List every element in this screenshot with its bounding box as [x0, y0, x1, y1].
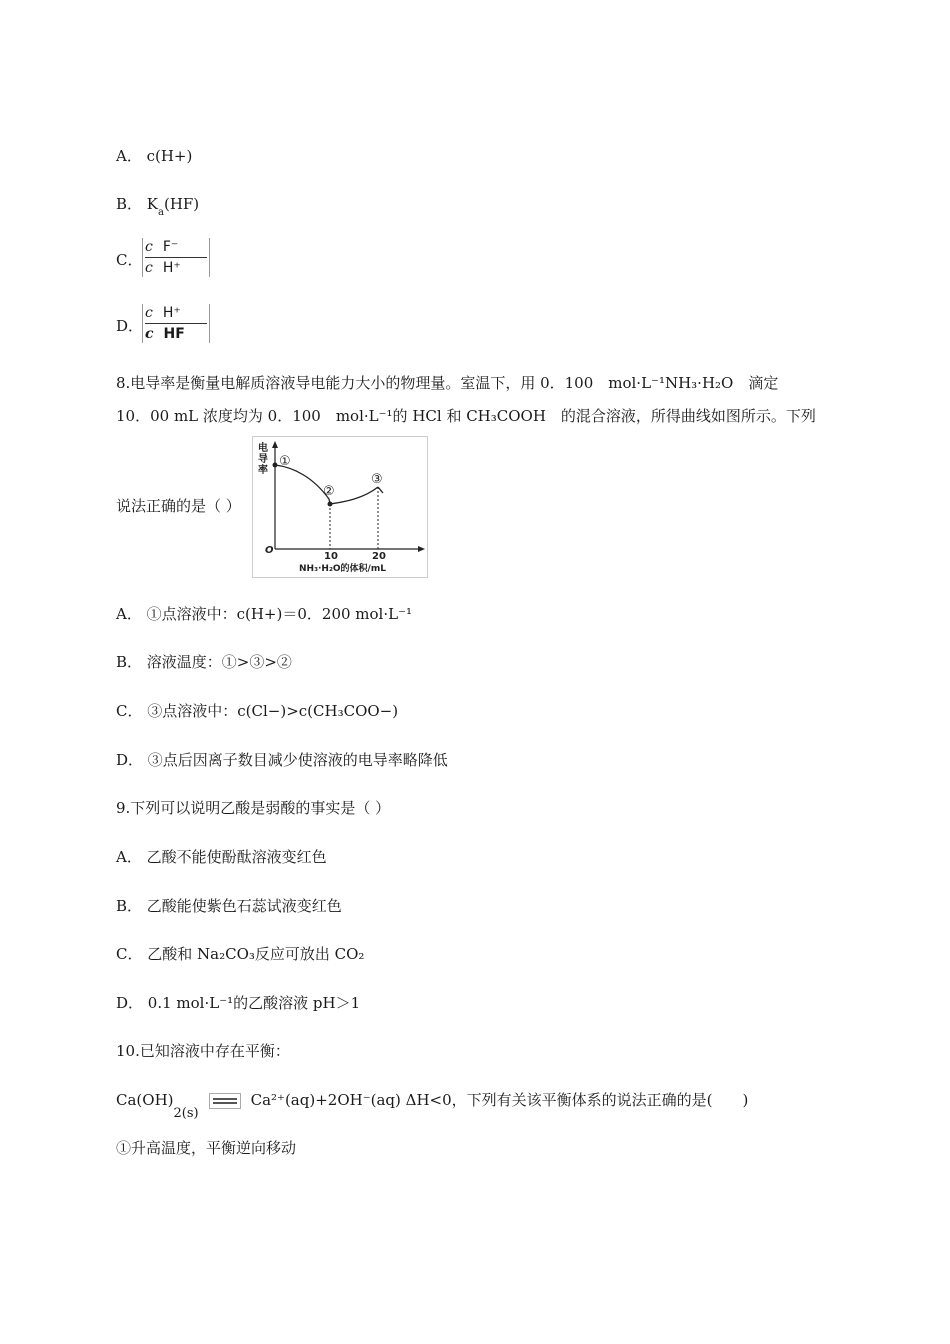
- x-axis-label: NH₃·H₂O的体积/mL: [299, 564, 386, 574]
- q7-option-d-label: D．: [116, 317, 144, 335]
- fraction-denominator: c HF: [145, 326, 185, 342]
- eq-left-subscript: 2(s): [173, 1106, 199, 1121]
- q8-stem-line1: 8.电导率是衡量电解质溶液导电能力大小的物理量。室温下，用 0．100 mol·L⁻¹NH₃·H₂O 滴定: [116, 374, 779, 392]
- q7-option-d-fraction: [142, 304, 210, 343]
- y-axis-label: 电导率: [258, 443, 268, 476]
- q10-item-1: ①升高温度，平衡逆向移动: [116, 1139, 297, 1157]
- q8-option-a: A． ①点溶液中：c(H+)＝0．200 mol·L⁻¹: [116, 605, 413, 623]
- origin-label: O: [265, 545, 274, 556]
- equilibrium-arrow-icon: [209, 1093, 241, 1109]
- point-2: [328, 502, 333, 507]
- y-axis-arrow: [272, 441, 278, 448]
- point-1-label: ①: [279, 454, 291, 469]
- q8-option-b: B． 溶液温度：①>③>②: [116, 653, 292, 671]
- q7-option-b-text: B． K: [116, 195, 158, 213]
- q9-stem: 9.下列可以说明乙酸是弱酸的事实是（ ）: [116, 799, 391, 817]
- eq-right: Ca²⁺(aq)+2OH⁻(aq) ΔH<0，下列有关该平衡体系的说法正确的是( ): [250, 1091, 749, 1109]
- fraction-numerator: c F⁻: [145, 239, 179, 255]
- q8-stem-line2: 10．00 mL 浓度均为 0．100 mol·L⁻¹的 HCl 和 CH₃COOH 的混合溶液，所得曲线如图所示。下列: [116, 407, 816, 425]
- q8-option-d: D． ③点后因离子数目减少使溶液的电导率略降低: [116, 751, 448, 769]
- q7-option-c-fraction: [142, 238, 210, 277]
- q8-stem-line3: 说法正确的是（ ）: [116, 497, 241, 515]
- q9-option-a: A． 乙酸不能使酚酞溶液变红色: [116, 848, 327, 866]
- q7-option-a: A． c(H+): [116, 147, 193, 165]
- point-1: [273, 463, 278, 468]
- conductivity-graph: [252, 436, 428, 578]
- fraction-bar: [145, 323, 207, 324]
- q7-option-b-subscript: a: [158, 207, 164, 218]
- conductivity-graph-svg: [253, 437, 427, 577]
- q9-option-d: D． 0.1 mol·L⁻¹的乙酸溶液 pH＞1: [116, 994, 361, 1012]
- point-3-label: ③: [371, 472, 383, 487]
- q7-option-b-tail: (HF): [163, 195, 200, 213]
- point-2-label: ②: [323, 484, 335, 499]
- x-axis-arrow: [418, 546, 425, 552]
- q7-option-c-label: C．: [116, 251, 143, 269]
- q9-option-c: C． 乙酸和 Na₂CO₃反应可放出 CO₂: [116, 945, 365, 963]
- x-tick-10: 10: [324, 551, 338, 562]
- q10-equilibrium: [116, 1090, 749, 1121]
- q10-stem: 10.已知溶液中存在平衡：: [116, 1042, 290, 1060]
- fraction-numerator: c H⁺: [145, 305, 181, 321]
- fraction-bar: [145, 257, 207, 258]
- conductivity-curve-tail: [378, 487, 383, 493]
- q9-option-b: B． 乙酸能使紫色石蕊试液变红色: [116, 897, 342, 915]
- q7-option-b: [116, 194, 199, 217]
- fraction-denominator: c H⁺: [145, 260, 181, 276]
- x-tick-20: 20: [372, 551, 386, 562]
- q8-option-c: C． ③点溶液中：c(Cl−)>c(CH₃COO−): [116, 702, 399, 720]
- eq-left: Ca(OH): [116, 1091, 174, 1109]
